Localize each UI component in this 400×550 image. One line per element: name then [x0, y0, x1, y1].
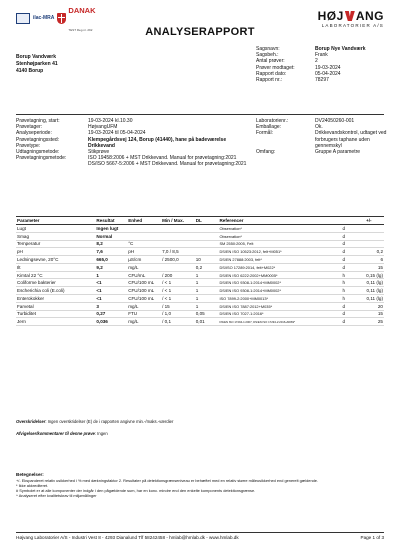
customer-street: Stenhøjparken 41: [16, 61, 58, 67]
cell-unc: [365, 240, 384, 248]
customer-city: 4140 Borup: [16, 68, 44, 74]
table-row: [16, 232, 384, 240]
results-table: [16, 216, 384, 326]
cell-dl: [195, 240, 219, 248]
table-row: [16, 287, 384, 295]
cell-dl: 1: [195, 302, 219, 310]
remark-deviations: [16, 431, 108, 436]
cell-ref: DS/EN ISO 9308-1:2014+MM0002*: [218, 279, 341, 287]
case-info: [256, 46, 396, 83]
sample-info-row: [256, 130, 396, 149]
sample-info-row-label: Formål:: [256, 130, 273, 137]
sample-info-row-value: Gruppe A parametre: [315, 149, 361, 156]
cell-ref: Observation*: [218, 232, 341, 240]
cell-unit: µS/cm: [127, 256, 161, 264]
brand-name-left: HØJ: [317, 9, 344, 23]
footer-page-number: Page 1 of 3: [360, 535, 384, 540]
sample-info-row-value: ISO 19458:2006 + MST Drikkevand. Manual for prøvetagning:2021 DS/ISO 5667-5:2006 + MST Drikkevand. Manual for prøvetagning:2021: [88, 155, 247, 168]
cell-ref: DS/ISO 17289:2014, felt+M022*: [218, 263, 341, 271]
cell-ref: DS/EN ISO 9308-1:2014+MM0002*: [218, 287, 341, 295]
brand-v-mark-icon: [345, 11, 355, 21]
cell-u: h: [341, 279, 365, 287]
col-dl: DL: [195, 217, 219, 225]
table-row: [16, 279, 384, 287]
remark-exceedances-text: : Ingen overskridelser (E) de i rapporten angivne min.-/maks.-værdier: [45, 419, 174, 424]
case-info-row-label: Prøver modtaget:: [256, 64, 295, 71]
sample-info-row-value: HøjvangUFM: [88, 124, 118, 131]
cell-unit: [127, 225, 161, 233]
cell-minmax: / 1,0: [161, 310, 195, 318]
cell-unit: CFU/100 mL: [127, 295, 161, 303]
cell-ref: Observation*: [218, 225, 341, 233]
case-info-row-value: Borup Nye Vandværk: [315, 46, 366, 52]
cell-unc: 15: [365, 310, 384, 318]
cell-minmax: [161, 225, 195, 233]
case-info-row-value: 2: [315, 58, 318, 65]
customer-name: Borup Vandværk: [16, 54, 57, 60]
cell-ref: SM 2550:2005, Felt: [218, 240, 341, 248]
cell-param: Escherichia coli (E.coli): [16, 287, 95, 295]
cell-u: d: [341, 318, 365, 326]
cell-param: Enterokokker: [16, 295, 95, 303]
cell-u: d: [341, 248, 365, 256]
cell-res: Ingen lugt: [95, 225, 127, 233]
case-info-row-label: Rapport nr.:: [256, 77, 283, 84]
cell-minmax: [161, 263, 195, 271]
sample-info-right: [256, 118, 396, 155]
sample-info-left: [16, 118, 256, 168]
case-info-row-value: 19-03-2024: [315, 64, 341, 71]
cell-u: d: [341, 256, 365, 264]
cell-minmax: / < 1: [161, 295, 195, 303]
cell-unit: pH: [127, 248, 161, 256]
col-u: [341, 217, 365, 225]
cell-ref: DS/EN 27888:2003, felt*: [218, 256, 341, 264]
notes-heading: Betegnelser:: [16, 472, 44, 477]
cell-u: d: [341, 263, 365, 271]
cell-dl: [195, 232, 219, 240]
sample-info-row-label: Prøvetager:: [16, 124, 43, 131]
cell-minmax: / 200: [161, 271, 195, 279]
danak-logo-text: DANAK: [68, 6, 96, 15]
sample-info-row-label: Emballage:: [256, 124, 282, 131]
sample-info-row-value: 19-03-2024 til 05-04-2024: [88, 130, 146, 137]
cell-ref: DS/EN ISO 10523:2012, felt+M051*: [218, 248, 341, 256]
col-unit: Enhed: [127, 217, 161, 225]
sample-info-row-value: Ok.: [315, 124, 323, 131]
table-row: [16, 240, 384, 248]
cell-param: Smag: [16, 232, 95, 240]
case-info-row-label: Sagsbeh.:: [256, 52, 279, 59]
cell-unit: CFU/100 mL: [127, 279, 161, 287]
danak-logo-subtext: TEST Reg.nr. 292: [68, 28, 93, 32]
divider-top: [16, 114, 384, 115]
col-references: Referencer: [218, 217, 341, 225]
danak-shield-icon: [57, 13, 66, 24]
table-row: [16, 225, 384, 233]
col-uncertainty: +/-: [365, 217, 384, 225]
cell-param: Ledningsevne, 20°C: [16, 256, 95, 264]
cell-minmax: / 0,1: [161, 318, 195, 326]
table-row: [16, 248, 384, 256]
cell-unc: 0,11 (lg): [366, 288, 383, 294]
cell-dl: 1: [195, 287, 219, 295]
cell-res: 0,036: [95, 318, 127, 326]
cell-unit: mg/L: [127, 263, 161, 271]
customer-address: [16, 54, 58, 75]
cell-u: d: [341, 310, 365, 318]
cell-unit: FTU: [127, 310, 161, 318]
cell-u: d: [341, 302, 365, 310]
note-line: ^ Analyseret efter kvalitetskrav til miljømålinger: [16, 493, 97, 498]
ilac-logo-text: ilac-MRA: [33, 15, 55, 21]
cell-res: 3: [95, 302, 127, 310]
case-info-row-label: Antal prøver:: [256, 58, 285, 65]
cell-dl: 1: [195, 279, 219, 287]
sample-info-row-value: Klempegårdsvej 124, Borup (41440), hane på badeværelse: [88, 136, 227, 143]
results-table-header: [16, 217, 384, 225]
table-row: [16, 271, 384, 279]
cell-ref: ISO 7899-2:2000+MM0013*: [218, 295, 341, 303]
cell-dl: 0,2: [195, 263, 219, 271]
sample-info-row-value: 19-03-2024 kl.10.30: [88, 118, 133, 124]
cell-res: 665,0: [95, 256, 127, 264]
cell-param: Temperatur: [16, 240, 95, 248]
cell-dl: 0,05: [195, 310, 219, 318]
cell-minmax: / < 1: [161, 287, 195, 295]
sample-info-row-label: Prøvetagningsmetode:: [16, 155, 67, 162]
cell-ref: DS/EN ISO 6222:2002+MM0005*: [218, 271, 341, 279]
cell-unc: [365, 225, 384, 233]
cell-param: Lugt: [16, 225, 95, 233]
logo-area: [16, 6, 96, 32]
cell-unit: [127, 232, 161, 240]
sample-info-row-label: Prøvetagningssted:: [16, 136, 60, 143]
page-footer: [16, 535, 384, 540]
table-row: [16, 310, 384, 318]
cell-minmax: / 2500,0: [161, 256, 195, 264]
cell-ref: DS/EN ISO 17294-1:2007, DS/EN ISO 17294-2:2016+M069*: [218, 318, 341, 326]
sample-info-row-label: Omfang:: [256, 149, 276, 156]
note-line: +/- Ekspanderet relativ usikkerhed i % med dækningsfaktor 2. Resultater på detektionsgrænseniveau er behæftet med en relativ større måleusikkerhed end generelt gældende.: [16, 478, 319, 483]
cell-param: Turbiditet: [16, 310, 95, 318]
case-info-row-value: 78297: [315, 77, 329, 84]
cell-u: d: [341, 232, 365, 240]
sample-info-row-label: Analyseperiode:: [16, 130, 52, 137]
cell-res: 0,27: [95, 310, 127, 318]
note-line: * Ikke akkrediteret.: [16, 483, 49, 488]
cell-res: 1: [95, 271, 127, 279]
cell-dl: 1: [195, 295, 219, 303]
cell-unc: 15: [365, 263, 384, 271]
remark-deviations-text: : Ingen: [94, 431, 108, 436]
cell-minmax: / 15: [161, 302, 195, 310]
cell-res: Normal: [95, 232, 127, 240]
cell-res: <1: [95, 295, 127, 303]
cell-res: 8,2: [95, 240, 127, 248]
brand-name: [318, 9, 384, 23]
sample-info-row-value: Drikkevand: [88, 142, 115, 149]
cell-minmax: [161, 240, 195, 248]
cell-param: Coliforme bakterier: [16, 279, 95, 287]
cell-unc: 0,2: [365, 248, 384, 256]
cell-unit: CFU/100 mL: [127, 287, 161, 295]
sample-info-row-value: Stikprøve: [88, 149, 110, 156]
note-line: # Symbolet er at alle komponenter der indgår i den pågældende sum, har en konc. mindre end den enkelte komponents detektionsgrænse.: [16, 488, 256, 493]
sample-info-row-value: DV24050260-001: [315, 118, 355, 124]
cell-res: <1: [95, 279, 127, 287]
cell-unc: 0,11 (lg): [366, 295, 383, 301]
remark-exceedances-label: Overskridelser: [16, 419, 46, 424]
remark-exceedances: [16, 419, 173, 424]
cell-unit: mg/L: [127, 302, 161, 310]
cell-u: d: [341, 225, 365, 233]
table-row: [16, 256, 384, 264]
sample-info-row-label: Laboratorienr.:: [256, 118, 289, 124]
cell-dl: 1: [195, 271, 219, 279]
cell-param: Jern: [16, 318, 95, 326]
table-row: [16, 295, 384, 303]
sample-info-row-value: Drikkevandskontrol, udtaget ved forbrugers taphane uden gennemskyl: [315, 130, 387, 149]
cell-unit: mg/L: [127, 318, 161, 326]
cell-param: Farvetal: [16, 302, 95, 310]
col-result: Resultat: [95, 217, 127, 225]
report-title: ANALYSERAPPORT: [145, 26, 255, 38]
cell-unc: 0,15 (lg): [366, 272, 383, 278]
cell-res: 7,6: [95, 248, 127, 256]
cell-u: d: [341, 240, 365, 248]
cell-minmax: [161, 232, 195, 240]
cell-dl: 10: [195, 256, 219, 264]
col-parameter: Parameter: [16, 217, 95, 225]
cell-minmax: 7,0 / 8,5: [161, 248, 195, 256]
notes-section: [16, 472, 384, 498]
cell-unc: 20: [365, 302, 384, 310]
cell-u: h: [341, 271, 365, 279]
case-info-row: [256, 77, 396, 83]
remark-deviations-label: Afvigelser/kommentarer til denne prøve: [16, 431, 95, 436]
cell-param: Kimtal 22 °C: [16, 271, 95, 279]
cell-unc: 0,11 (lg): [366, 280, 383, 286]
cell-dl: 0,01: [195, 318, 219, 326]
cell-unc: 6: [365, 256, 384, 264]
cell-u: h: [341, 287, 365, 295]
sample-info-row: [256, 149, 396, 155]
sample-info-row-label: Prøvetagning, start:: [16, 118, 60, 124]
cell-ref: DS/EN ISO 7027-1:2016*: [218, 310, 341, 318]
brand-subtitle: LABORATORIER A/S: [321, 23, 384, 28]
footer-contact: Højvang Laboratorier A/S - Industri Vest 8 - 4293 Dianalund Tlf 58242458 - hmlab@hmlab.dk - www.hmlab.dk: [16, 535, 239, 540]
sample-info-row-label: Udtagningsmetode:: [16, 149, 60, 156]
cell-unit: CFU/mL: [127, 271, 161, 279]
cell-minmax: / < 1: [161, 279, 195, 287]
cell-param: pH: [16, 248, 95, 256]
cell-res: 9,2: [95, 263, 127, 271]
sample-info-row: [16, 155, 256, 167]
case-info-row-label: Sagsnavn:: [256, 46, 280, 52]
cell-dl: [195, 248, 219, 256]
cell-param: Ilt: [16, 263, 95, 271]
cell-unc: 25: [365, 318, 384, 326]
table-row: [16, 263, 384, 271]
divider-footer: [16, 532, 384, 533]
cell-u: h: [341, 295, 365, 303]
ilac-logo-icon: [16, 13, 30, 24]
col-minmax: Min / Max.: [161, 217, 195, 225]
case-info-row-value: Frank: [315, 52, 328, 59]
table-row: [16, 318, 384, 326]
cell-unit: °C: [127, 240, 161, 248]
cell-unc: [365, 232, 384, 240]
sample-info-row-label: Prøvetype:: [16, 142, 41, 149]
brand-name-right: ANG: [355, 9, 384, 23]
case-info-row-label: Rapport dato:: [256, 70, 287, 77]
case-info-row-value: 05-04-2024: [315, 70, 341, 77]
table-row: [16, 302, 384, 310]
cell-ref: DS/EN ISO 7887:2012+M035*: [218, 302, 341, 310]
cell-res: <1: [95, 287, 127, 295]
brand-logo: [318, 9, 384, 28]
cell-dl: [195, 225, 219, 233]
